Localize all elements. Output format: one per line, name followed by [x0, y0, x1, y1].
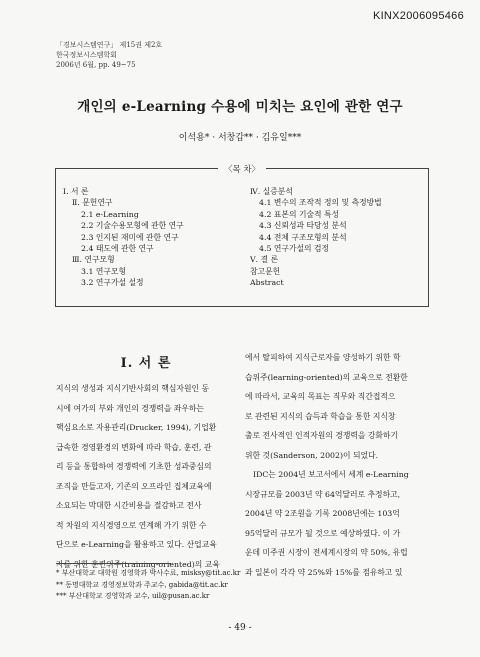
toc-item: Ⅱ. 문헌연구 — [72, 198, 113, 208]
footnote: *** 부산대학교 경영학과 교수, uil@pusan.ac.kr — [56, 592, 210, 600]
toc-item: 4.3 신뢰성과 타당성 분석 — [259, 221, 347, 231]
toc-item: 2.1 e-Learning — [81, 209, 139, 219]
body-line: 리 등을 통합하여 경쟁력에 기초한 성과중심의 — [56, 462, 212, 471]
toc-item: 4.2 표본의 기술적 특성 — [259, 209, 340, 219]
body-line: 자를 위한 훈련위주(training-oriented)의 교육 — [56, 559, 220, 569]
body-line: IDC는 2004년 보고서에서 세계 e-Learning — [253, 470, 409, 479]
document-id: KINX2006095466 — [372, 10, 464, 22]
toc-item: 4.1 변수의 조작적 정의 및 측정방법 — [259, 198, 382, 208]
paper-title: 개인의 e-Learning 수용에 미치는 요인에 관한 연구 — [77, 99, 403, 115]
toc-left-column — [63, 186, 184, 289]
toc-item: 4.4 전체 구조모형의 분석 — [259, 232, 347, 242]
body-line: 소요되는 막대한 시간비용을 절감하고 전사 — [56, 501, 202, 510]
toc-item: Ⅲ. 연구모형 — [72, 255, 115, 265]
footnote: ** 동명대학교 경영정보학과 주교수, gabida@tit.ac.kr — [56, 580, 228, 589]
section-heading: Ⅰ. 서 론 — [120, 356, 172, 371]
body-line: 에 따라서, 교육의 목표는 직무와 직간접적으 — [245, 392, 396, 401]
body-line: 95억달러 규모가 될 것으로 예상하였다. 이 가 — [245, 528, 401, 538]
body-line: 조직을 만들고자, 기존의 오프라인 집체교육에 — [56, 481, 212, 491]
footnote-divider — [56, 563, 171, 564]
page-number: - 49 - — [228, 623, 252, 633]
toc-item: Ⅰ. 서 론 — [63, 187, 89, 196]
body-line: 지식의 생성과 지식기반사회의 핵심자원인 동 — [56, 384, 210, 393]
authors: 이석용* · 서창갑** · 김유일*** — [178, 133, 302, 143]
footnote: * 부산대학교 대학원 경영학과 박사수료, misksy@tit.ac.kr — [56, 569, 241, 577]
body-right-column — [245, 348, 430, 582]
journal-line: 한국정보시스템학회 — [56, 51, 117, 59]
body-line: 2004년 약 2조원을 기록 2008년에는 103억 — [245, 509, 400, 518]
toc-heading: 〈목 차〉 — [56, 163, 428, 175]
toc-item: 2.3 인지된 재미에 관한 연구 — [81, 232, 179, 242]
toc-item: 2.4 태도에 관한 연구 — [81, 244, 154, 254]
body-line: 에서 탈피하여 지식근로자를 양성하기 위한 학 — [245, 353, 401, 362]
body-line: 과 일본이 각각 약 25%와 15%를 점유하고 있 — [245, 567, 403, 577]
body-line: 단으로 e-Learning을 활용하고 있다. 산업교육 — [56, 540, 217, 549]
toc-right-column — [250, 186, 382, 289]
toc-item: 3.1 연구모형 — [81, 266, 127, 276]
body-line: 운데 미주권 시장이 전세계시장의 약 50%, 유럽 — [245, 548, 408, 557]
body-left-column — [56, 379, 236, 574]
body-line: 위한 것(Sanderson, 2002)이 되었다. — [245, 450, 379, 460]
body-line: 로 관련된 지식의 습득과 학습을 통한 지식창 — [245, 411, 396, 421]
toc-item: 참고문헌 — [250, 266, 281, 276]
body-line: 습위주(learning-oriented)의 교육으로 전환한 — [245, 372, 408, 382]
toc-item: 3.2 연구가설 설정 — [81, 278, 144, 288]
body-line: 급속한 경영환경의 변화에 따라 학습, 훈련, 관 — [56, 442, 212, 452]
journal-line: 「경보시스템연구」 제15권 제2호 — [56, 41, 163, 49]
journal-info — [56, 40, 162, 70]
body-line: 시에 여가의 부와 개인의 경쟁력을 좌우하는 — [56, 403, 204, 413]
toc-item: Ⅳ. 실증분석 — [250, 187, 293, 196]
toc-item: 4.5 연구가설의 검정 — [259, 244, 330, 254]
body-line: 출로 전사적인 인적자원의 경쟁력을 강화하기 — [245, 431, 399, 440]
body-line: 적 차원의 지식경영으로 연계해 가기 위한 수 — [56, 520, 207, 530]
toc-item: 2.2 기술수용모형에 관한 연구 — [81, 221, 184, 231]
body-line: 시장규모를 2003년 약 64억달러로 추정하고, — [245, 489, 401, 499]
footnotes — [56, 568, 240, 603]
body-line: 핵심요소로 자용관리(Drucker, 1994), 기업환 — [56, 423, 217, 432]
journal-line: 2006년 6월, pp. 49~75 — [56, 61, 136, 69]
toc-item: Ⅴ. 결 론 — [250, 255, 279, 265]
toc-item: Abstract — [250, 278, 284, 288]
